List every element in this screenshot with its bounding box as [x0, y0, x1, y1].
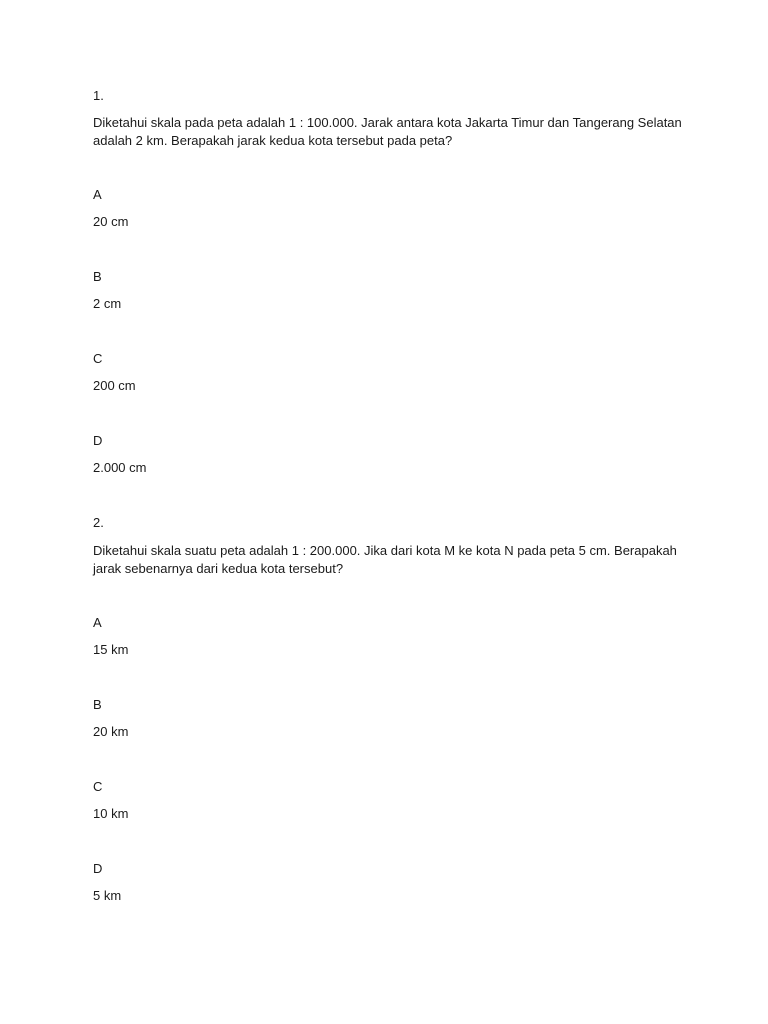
- question-2-text: [93, 542, 683, 578]
- question-1-option-d-letter: D: [93, 433, 103, 448]
- question-1-option-a-letter: A: [93, 187, 102, 202]
- question-1-text-line-1: Diketahui skala pada peta adalah 1 : 100.000. Jarak antara kota Jakarta Timur dan Tangerang Selatan: [93, 115, 682, 130]
- question-2-text-line-2: jarak sebenarnya dari kedua kota tersebut?: [93, 561, 344, 576]
- question-2-option-d-letter: D: [93, 861, 103, 876]
- question-1-option-c-value: 200 cm: [93, 378, 136, 393]
- question-1-option-b-letter: B: [93, 269, 102, 284]
- question-2-text-line-1: Diketahui skala suatu peta adalah 1 : 200.000. Jika dari kota M ke kota N pada peta 5 cm. Berapakah: [93, 543, 677, 558]
- question-2-option-c-value: 10 km: [93, 806, 129, 821]
- question-2-option-b-letter: B: [93, 697, 102, 712]
- question-2-option-a-value: 15 km: [93, 642, 129, 657]
- question-2-option-a-letter: A: [93, 615, 102, 630]
- question-2-option-d-value: 5 km: [93, 888, 122, 903]
- question-1-option-a-value: 20 cm: [93, 214, 129, 229]
- question-1-text-line-2: adalah 2 km. Berapakah jarak kedua kota tersebut pada peta?: [93, 133, 453, 148]
- question-1-number: 1.: [93, 88, 104, 103]
- question-2-option-b-value: 20 km: [93, 724, 129, 739]
- question-1-option-d-value: 2.000 cm: [93, 460, 147, 475]
- question-1-option-c-letter: C: [93, 351, 103, 366]
- question-2-number: 2.: [93, 515, 104, 530]
- question-1-text: [93, 114, 683, 150]
- question-2-option-c-letter: C: [93, 779, 103, 794]
- question-1-option-b-value: 2 cm: [93, 296, 122, 311]
